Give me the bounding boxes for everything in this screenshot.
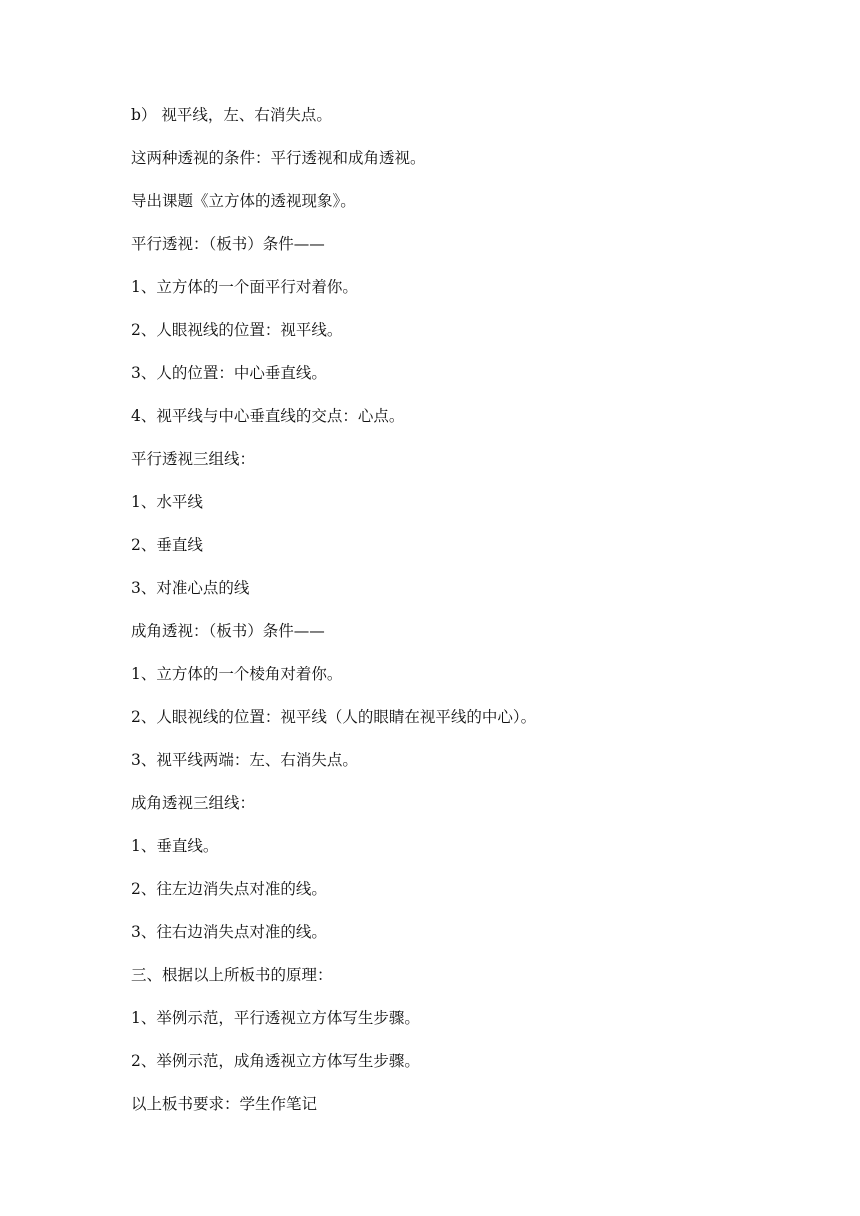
list-item: 3、往右边消失点对准的线。 — [131, 923, 327, 941]
list-item: 2、举例示范，成角透视立方体写生步骤。 — [131, 1052, 420, 1070]
list-item: 2、人眼视线的位置：视平线（人的眼睛在视平线的中心）。 — [131, 708, 537, 726]
list-item: 1、举例示范，平行透视立方体写生步骤。 — [131, 1009, 420, 1027]
list-item: 3、对准心点的线 — [131, 579, 250, 597]
list-item: 2、往左边消失点对准的线。 — [131, 880, 327, 898]
list-item: 1、垂直线。 — [131, 837, 219, 855]
section-heading: 三、根据以上所板书的原理： — [131, 966, 333, 984]
text-line: 这两种透视的条件：平行透视和成角透视。 — [131, 149, 426, 167]
list-item: 1、立方体的一个棱角对着你。 — [131, 665, 343, 683]
list-item: 2、人眼视线的位置：视平线。 — [131, 321, 343, 339]
text-line: b） 视平线，左、右消失点。 — [131, 106, 332, 124]
text-line: 以上板书要求：学生作笔记 — [131, 1095, 318, 1113]
list-item: 1、立方体的一个面平行对着你。 — [131, 278, 358, 296]
list-item: 1、水平线 — [131, 493, 203, 511]
text-line: 导出课题《立方体的透视现象》。 — [131, 192, 356, 210]
list-item: 2、垂直线 — [131, 536, 203, 554]
section-heading: 成角透视：（板书）条件—— — [131, 622, 325, 640]
section-heading: 成角透视三组线： — [131, 794, 256, 812]
list-item: 3、人的位置：中心垂直线。 — [131, 364, 327, 382]
document-body — [131, 101, 791, 1133]
section-heading: 平行透视三组线： — [131, 450, 256, 468]
section-heading: 平行透视：（板书）条件—— — [131, 235, 325, 253]
list-item: 3、视平线两端：左、右消失点。 — [131, 751, 358, 769]
list-item: 4、视平线与中心垂直线的交点：心点。 — [131, 407, 405, 425]
